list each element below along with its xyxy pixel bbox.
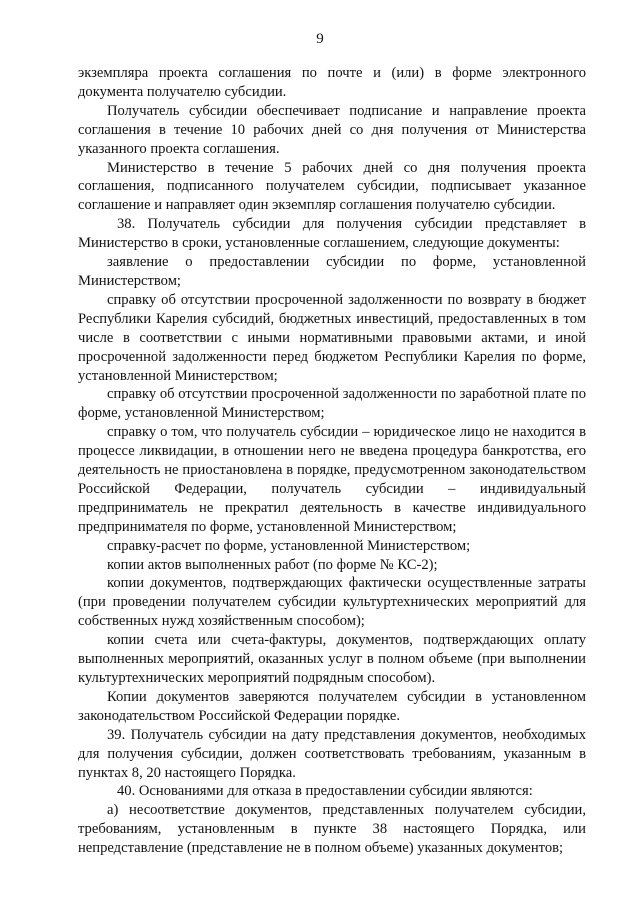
paragraph-continuation: экземпляра проекта соглашения по почте и (или) в форме электронного документа получателю субсидии. [78,65,586,100]
paragraph-item-38: 38. Получатель субсидии для получения субсидии представляет в Министерство в сроки, установленные соглашением, следующие документы: [78,216,586,252]
list-item-debt-certificate: справку об отсутствии просроченной задолженности по возврату в бюджет Республики Карелия субсидий, бюджетных инвестиций, предоставленных в том числе в соответствии с иными нормативными правовыми актами, и иной просроченной задолженности перед бюджетом Республики Карелия по форме, установленной Министерством; [78,291,586,384]
list-item-invoices: копии счета или счета-фактуры, документов, подтверждающих оплату выполненных мероприятий, оказанных услуг в полном объеме (при выполнении культуртехнических мероприятий подрядным способом). [78,632,586,686]
document-body [78,64,586,858]
paragraph-ministry-signing: Министерство в течение 5 рабочих дней со дня получения проекта соглашения, подписанного получателем субсидии, подписывает указанное соглашение и направляет один экземпляр соглашения получателю субсидии. [78,159,586,214]
list-item-calculation: справку-расчет по форме, установленной Министерством; [107,537,471,554]
paragraph-item-40: 40. Основаниями для отказа в предоставлении субсидии являются: [117,783,533,800]
paragraph-certification: Копии документов заверяются получателем субсидии в установленном законодательством Российской Федерации порядке. [78,688,586,724]
list-item-salary-certificate: справку об отсутствии просроченной задолженности по заработной плате по форме, установленной Министерством; [78,386,586,422]
list-item-liquidation-certificate: справку о том, что получатель субсидии – юридическое лицо не находится в процессе ликвидации, в отношении него не введена процедура банкротства, его деятельность не приостановлена в порядке, предусмотренном законодательством Российской Федерации, получатель субсидии – индивидуальный предприниматель не прекратил деятельность в качестве индивидуального предпринимателя по форме, установленной Министерством; [78,424,586,535]
list-item-application: заявление о предоставлении субсидии по форме, установленной Министерством; [78,254,586,289]
list-item-refusal-a: а) несоответствие документов, представленных получателем субсидии, требованиям, установленным в пункте 38 настоящего Порядка, или непредставление (представление не в полном объеме) указанных документов; [78,802,586,857]
list-item-cost-documents: копии документов, подтверждающих фактически осуществленные затраты (при проведении получателем субсидии культуртехнических мероприятий для собственных нужд хозяйственным способом); [78,575,586,630]
list-item-acts: копии актов выполненных работ (по форме № КС-2); [107,556,438,573]
page-number: 9 [316,31,324,47]
paragraph-recipient-signing: Получатель субсидии обеспечивает подписание и направление проекта соглашения в течение 10 рабочих дней со дня получения от Министерства указанного проекта соглашения. [78,102,586,157]
paragraph-item-39: 39. Получатель субсидии на дату представления документов, необходимых для получения субсидии, должен соответствовать требованиям, указанным в пунктах 8, 20 настоящего Порядка. [78,726,586,781]
